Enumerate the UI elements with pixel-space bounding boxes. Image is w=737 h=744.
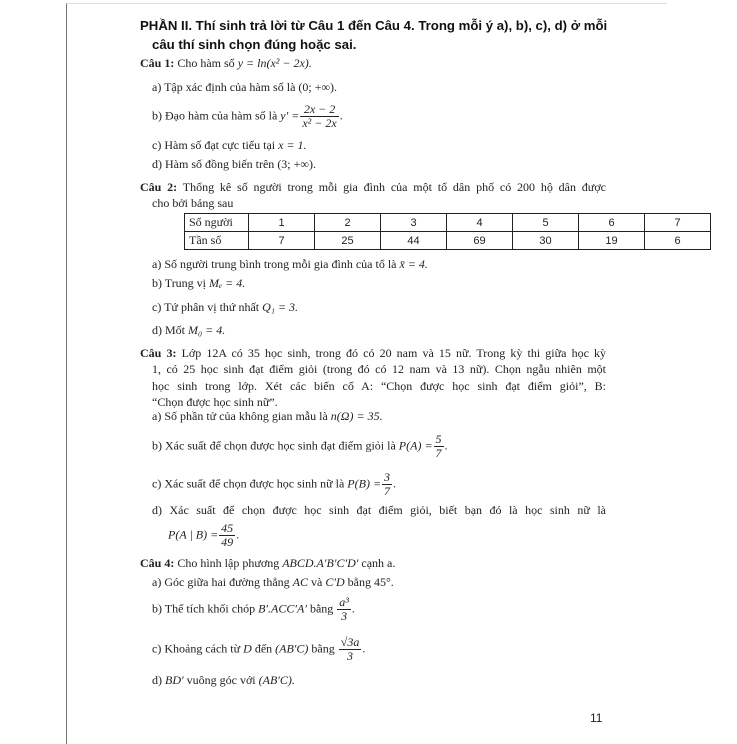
q3-option-d: d) Xác suất để chọn được học sinh đạt điểm giỏi, biết bạn đó là học sinh nữ là — [152, 503, 606, 517]
q3-option-d-formula: P(A | B) = $\frac{45}{49}$ . — [168, 521, 240, 549]
table-header-cell: Số người — [185, 214, 249, 232]
table-cell: 2 — [315, 214, 381, 232]
question-2: Câu 2: Thống kê số người trong mỗi gia đình của một tổ dân phố có 200 hộ dân được — [140, 180, 606, 194]
section-heading-cont: câu thí sinh chọn đúng hoặc sai. — [152, 37, 357, 52]
question-3-cont: “Chọn được học sinh nữ”. — [152, 395, 278, 409]
q3-option-a: a) Số phần tử của không gian mẫu là n(Ω) = 35. — [152, 409, 383, 423]
table-cell: 7 — [249, 232, 315, 250]
table-cell: 3 — [381, 214, 447, 232]
frequency-table — [184, 213, 711, 250]
question-3-cont: học sinh trong lớp. Xét các biến cố A: “Chọn được học sinh đạt điểm giỏi”, B: — [152, 379, 606, 393]
q1-option-c: c) Hàm số đạt cực tiểu tại x = 1. — [152, 138, 307, 152]
table-cell: 5 — [513, 214, 579, 232]
page-number: 11 — [590, 711, 603, 725]
q2-option-c: c) Tứ phân vị thứ nhất Q₁ = 3. — [152, 300, 299, 314]
q3-option-b: b) Xác suất để chọn được học sinh đạt điểm giỏi là P(A) = $\frac{5}{7}$ . — [152, 432, 448, 460]
table-cell: 1 — [249, 214, 315, 232]
q2-option-a: a) Số người trung bình trong mỗi gia đình của tổ là x̄ = 4. — [152, 257, 428, 271]
q1-option-d: d) Hàm số đồng biến trên (3; +∞). — [152, 157, 316, 171]
table-row — [185, 214, 711, 232]
table-cell: 30 — [513, 232, 579, 250]
section-heading: PHẦN II. Thí sinh trả lời từ Câu 1 đến Câu 4. Trong mỗi ý a), b), c), d) ở mỗi — [140, 18, 608, 33]
q4-option-c: c) Khoảng cách từ D đến (AB′C) bằng $\frac{√3a}{3}$ . — [152, 635, 366, 663]
question-3-cont: 1, có 25 học sinh đạt điểm giỏi (trong đó có 12 nam và 13 nữ). Chọn ngẫu nhiên một — [152, 362, 606, 376]
question-1: Câu 1: Cho hàm số y = ln(x² − 2x). — [140, 56, 312, 70]
table-cell: 7 — [645, 214, 711, 232]
q1-option-a: a) Tập xác định của hàm số là (0; +∞). — [152, 80, 338, 94]
q1-option-b: b) Đạo hàm của hàm số là y′ = $\frac{2x - 2}{\text{x² − 2x}}$ . — [152, 102, 343, 130]
table-cell: 25 — [315, 232, 381, 250]
table-cell: 4 — [447, 214, 513, 232]
question-4: Câu 4: Cho hình lập phương ABCD.A′B′C′D′ cạnh a. — [140, 556, 396, 570]
q4-option-d: d) BD′ vuông góc với (AB′C). — [152, 673, 295, 687]
table-cell: 19 — [579, 232, 645, 250]
table-cell: 44 — [381, 232, 447, 250]
table-header-cell: Tần số — [185, 232, 249, 250]
q2-option-b: b) Trung vị Mₑ = 4. — [152, 276, 246, 290]
question-3: Câu 3: Lớp 12A có 35 học sinh, trong đó có 20 nam và 15 nữ. Trong kỳ thi giữa học kỳ — [140, 346, 607, 360]
table-row — [185, 232, 711, 250]
table-cell: 6 — [645, 232, 711, 250]
q4-option-b: b) Thể tích khối chóp B′.ACC′A′ bằng $\frac{\text{a³}}{3}$ . — [152, 595, 355, 623]
table-cell: 69 — [447, 232, 513, 250]
q3-option-c: c) Xác suất để chọn được học sinh nữ là P(B) = $\frac{3}{7}$ . — [152, 470, 397, 498]
q4-option-a: a) Góc giữa hai đường thẳng AC và C′D bằng 45°. — [152, 575, 394, 589]
q2-option-d: d) Mốt M₀ = 4. — [152, 323, 226, 337]
table-cell: 6 — [579, 214, 645, 232]
question-2-cont: cho bởi bảng sau — [152, 196, 234, 210]
